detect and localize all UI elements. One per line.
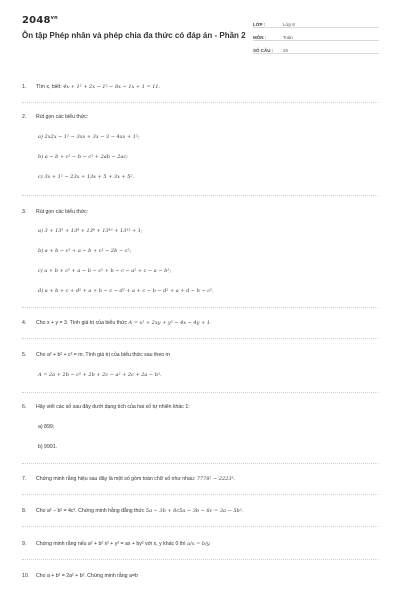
- question-8: [22, 508, 243, 514]
- question-6: [22, 404, 190, 410]
- divider: [22, 195, 378, 196]
- divider: [22, 559, 378, 560]
- meta-row-count: [253, 42, 379, 54]
- meta-row-subject: [253, 29, 379, 41]
- question-text: Hãy viết các số sau đây dưới dạng tích của hai số tự nhiên khác 1:: [36, 404, 190, 410]
- question-number: 10.: [22, 573, 30, 579]
- meta-value: 25: [283, 48, 289, 53]
- question-math: 5a − 3b + 8c5a − 3b − 8c = 3a − 5b².: [145, 508, 244, 514]
- question-3: [22, 209, 88, 215]
- sub-item: b) a − b + c² − b − c² + 2ab − 2ac;: [38, 154, 128, 160]
- divider: [22, 463, 378, 464]
- question-number: 9.: [22, 541, 27, 547]
- sub-item: a) 899;: [38, 424, 55, 430]
- meta-value: Lớp 8: [283, 22, 295, 27]
- question-2: [22, 114, 88, 120]
- question-text: Rút gọn các biểu thức:: [36, 209, 89, 215]
- meta-value: Toán: [283, 35, 293, 40]
- divider: [22, 392, 378, 393]
- logo-suffix: vn: [50, 15, 58, 21]
- sub-item: A = 2a + 2b − c² + 2b + 2c − a² + 2c + 2a − b².: [38, 372, 162, 378]
- question-text: Cho a + b² = 2a² + b². Chứng minh rằng a=b: [36, 573, 138, 579]
- question-text: Chứng minh rằng hiệu sau đây là một số gồm toàn chữ số như nhau:: [36, 476, 196, 482]
- question-10: [22, 573, 138, 579]
- question-text: Cho a² − b² = 4c². Chứng minh hằng đẳng thức: [36, 508, 145, 514]
- question-number: 4.: [22, 320, 27, 326]
- question-7: [22, 476, 235, 482]
- sub-item: a) 2x2x − 1² − 3xx + 3x − 3 − 4xx + 1²;: [38, 134, 140, 140]
- divider: [22, 526, 378, 527]
- question-9: [22, 541, 211, 547]
- meta-panel: [253, 16, 379, 55]
- divider: [22, 494, 378, 495]
- question-math: a/x = b/y.: [187, 541, 211, 547]
- meta-label: LỚP :: [253, 22, 266, 27]
- question-number: 5.: [22, 352, 27, 358]
- question-math: 4x + 1² + 2x − 1² − 8x − 1x + 1 = 11.: [63, 84, 161, 90]
- question-text: Cho x + y = 3. Tính giá trị của biểu thức: [36, 320, 128, 326]
- divider: [22, 102, 378, 103]
- sub-item: b) 9991.: [38, 444, 58, 450]
- question-number: 8.: [22, 508, 27, 514]
- question-number: 7.: [22, 476, 27, 482]
- question-text: Rút gọn các biểu thức:: [36, 114, 89, 120]
- document-title: Ôn tập Phép nhân và phép chia đa thức có đáp án - Phần 2: [22, 31, 246, 40]
- divider: [22, 307, 378, 308]
- question-text: Tìm x, biết:: [36, 84, 62, 90]
- question-4: [22, 320, 212, 326]
- site-logo: [22, 15, 58, 26]
- meta-label: MÔN :: [253, 35, 267, 40]
- sub-item: b) a + b − c² + a − b + c² − 2b − c²;: [38, 248, 132, 254]
- question-text: Cho a² + b² + c² = m. Tính giá trị của biểu thức sau theo m: [36, 352, 170, 358]
- question-math: A = x² + 2xy + y² − 4x − 4y + 1.: [128, 320, 212, 326]
- sub-item: c) 3x + 1² − 23x + 13x + 5 + 3x + 5².: [38, 174, 135, 180]
- question-number: 2.: [22, 114, 27, 120]
- meta-row-class: [253, 16, 379, 28]
- sub-item: a) 3 + 13² + 13⁴ + 13⁸ + 13¹⁶ + 13³² + 1;: [38, 228, 143, 234]
- question-number: 6.: [22, 404, 27, 410]
- divider: [22, 338, 378, 339]
- sub-item: c) a + b + c² + a − b − c² + b − c − a² + c − a − b²;: [38, 268, 172, 274]
- logo-text: 2048: [22, 15, 51, 26]
- question-number: 1.: [22, 84, 27, 90]
- meta-label: SỐ CÂU :: [253, 48, 274, 53]
- sub-item: d) a + b + c + d² + a + b − c − d² + a + c − b − d² + a + d − b − c².: [38, 288, 214, 294]
- question-1: [22, 84, 160, 90]
- question-math: 7778² − 2223².: [196, 476, 236, 482]
- question-number: 3.: [22, 209, 27, 215]
- question-5: [22, 352, 170, 358]
- question-text: Chứng minh rằng nếu a² + b² x² + y² = ax + by² với x, y khác 0 thì: [36, 541, 186, 547]
